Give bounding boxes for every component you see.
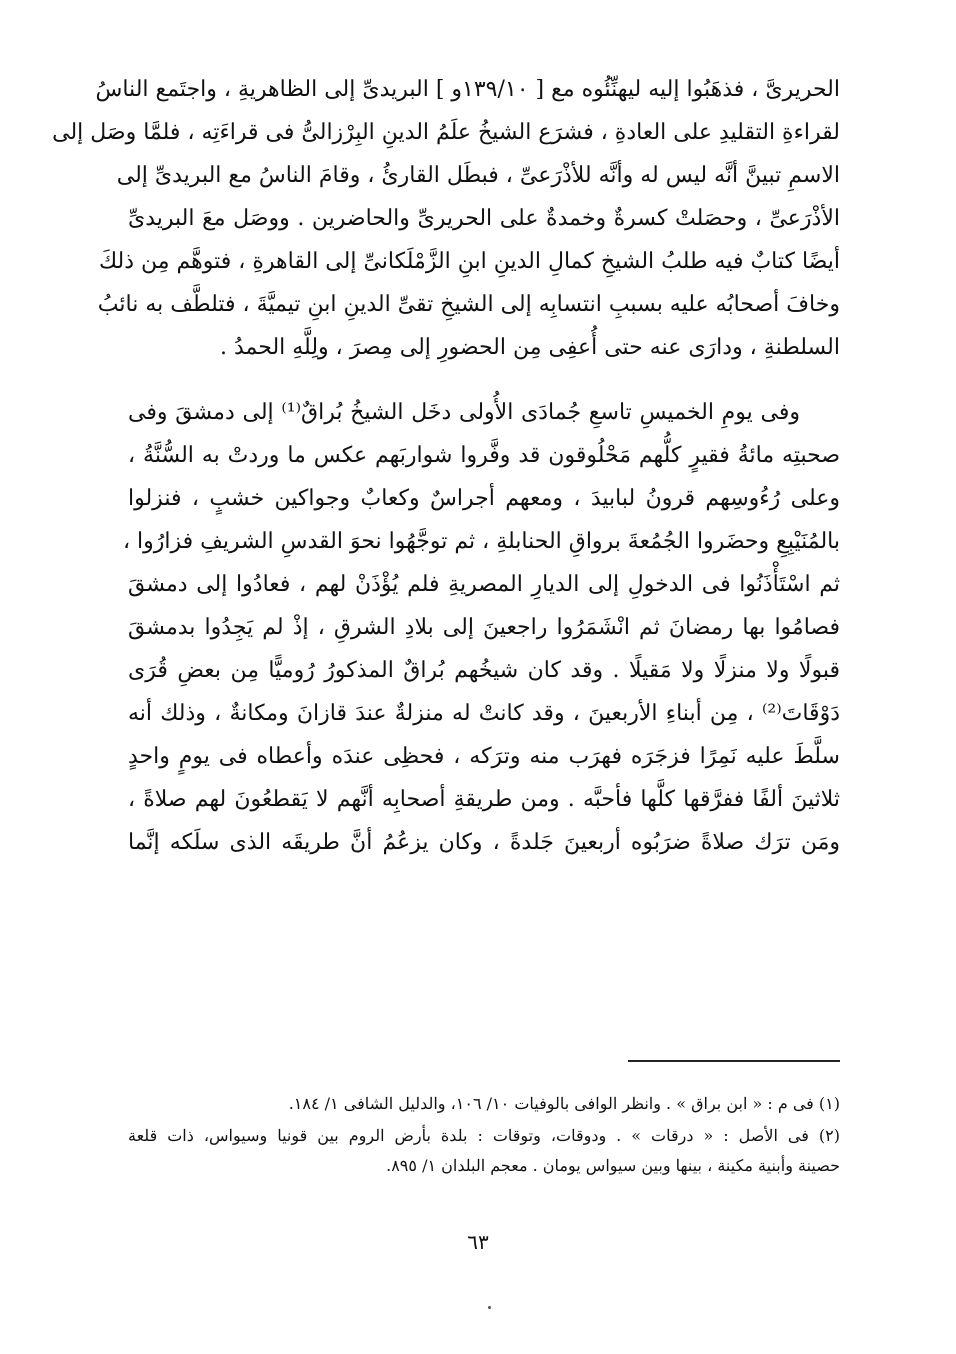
text-line-16: سلَّطَ عليه نَمِرًا فزجَرَه فهرَب منه وترَكه ، فحظِى عندَه وأعطاه فى يومٍ واحدٍ: [128, 744, 840, 769]
text-line-7: السلطنةِ ، ودارَى عنه حتى أُعفِى مِن الحضورِ إلى مِصرَ ، ولِلَّهِ الحمدُ .: [220, 335, 840, 360]
text-line-13: فصامُوا بها رمضانَ ثم انْشَمَرُوا راجعينَ إلى بلادِ الشرقِ ، إذْ لم يَجِدُوا بدمشقَ: [128, 615, 840, 640]
footnote-divider: [628, 1060, 840, 1062]
text-line-8: وفى يومِ الخميسِ تاسعِ جُمادَى الأُولى دخَل الشيخُ بُراقٌ⁽¹⁾ إلى دمشقَ وفى: [128, 400, 800, 425]
footnote-2-continued: حصينة وأبنية مكينة ، بينها وبين سيواس يومان . معجم البلدان ١/ ٨٩٥.: [386, 1156, 840, 1175]
text-line-10: وعلى رُءُوسِهم قرونُ لبابيدَ ، ومعهم أجراسٌ وكعابٌ وجواكين خشبٍ ، فنزلوا: [128, 486, 840, 511]
text-line-11: بالمُنَيْبِعِ وحضَروا الجُمُعةَ برواقِ الحنابلةِ ، ثم توجَّهُوا نحوَ القدسِ الشريفِ فزارُوا ،: [122, 529, 840, 554]
text-line-2: لقراءةِ التقليدِ على العادةِ ، فشرَع الشيخُ علَمُ الدينِ البِرْزالىُّ فى قراءَتِه ، فلمَّا وصَل إلى: [52, 120, 840, 145]
text-line-1: الحريرىَّ ، فذهَبُوا إليه ليهنِّئُوه مع [ ١٣٩/١٠و ] البريدىِّ إلى الظاهريةِ ، واجتَمع الناسُ: [95, 77, 840, 102]
text-line-17: ثلاثينَ ألفًا ففرَّقها كلَّها فأحبَّه . ومن طريقةِ أصحابِه أنَّهم لا يَقطعُونَ لهم صلاةً ،: [128, 787, 840, 812]
text-line-4: الأذْرَعىِّ ، وحصَلتْ كسرةٌ وخمدةٌ على الحريرىِّ والحاضرين . ووصَل معَ البريدىِّ: [128, 206, 840, 231]
text-line-14: قبولًا ولا منزلًا ولا مَقيلًا . وقد كان شيخُهم بُراقٌ المذكورُ رُوميًّا مِن بعضِ قُرَى: [128, 658, 840, 683]
text-line-9: صحبتِه مائةُ فقيرٍ كلُّهم مَحْلُوقون قد وفَّروا شواربَهم عكس ما وردتْ به السُّنَّةُ ،: [128, 443, 840, 468]
text-line-3: الاسمِ تبينَّ أنَّه ليس له وأنَّه للأذْرَعىِّ ، فبطَل القارئُ ، وقامَ الناسُ مع البريدىِّ إلى: [116, 163, 840, 188]
footnote-1: (١) فى م : « ابن براق » . وانظر الوافى بالوفيات ١٠/ ١٠٦، والدليل الشافى ١/ ١٨٤.: [288, 1094, 840, 1113]
text-line-12: ثم اسْتَأْذَنُوا فى الدخولِ إلى الديارِ المصريةِ فلم يُؤْذَنْ لهم ، فعادُوا إلى دمشقَ: [128, 572, 840, 597]
text-line-15: دَوْقَاتَ⁽²⁾ ، مِن أبناءِ الأربعينَ ، وقد كانتْ له منزلةٌ عندَ قازانَ ومكانةٌ ، وذلك أنه: [128, 701, 840, 726]
text-line-6: وخافَ أصحابُه عليه بسببِ انتسابِه إلى الشيخِ تقىِّ الدينِ ابنِ تيميَّةَ ، فتلطَّف به نائبُ: [97, 292, 840, 317]
page-number: ٦٣: [467, 1230, 489, 1254]
scan-speck: [488, 1306, 491, 1309]
footnote-2: (٢) فى الأصل : « درقات » . ودوقات، وتوقات : بلدة بأرض الروم بين قونيا وسيواس، ذات قلعة: [128, 1126, 840, 1145]
text-line-5: أيضًا كتابٌ فيه طلبُ الشيخِ كمالِ الدينِ ابنِ الزَّمْلَكانىِّ إلى القاهرةِ ، فتوهَّم مِن ذلكَ: [98, 249, 840, 274]
text-line-18: ومَن ترَك صلاةً ضرَبُوه أربعينَ جَلدةً ، وكان يزعُمُ أنَّ طريقَه الذى سلَكه إنَّما: [128, 830, 840, 855]
